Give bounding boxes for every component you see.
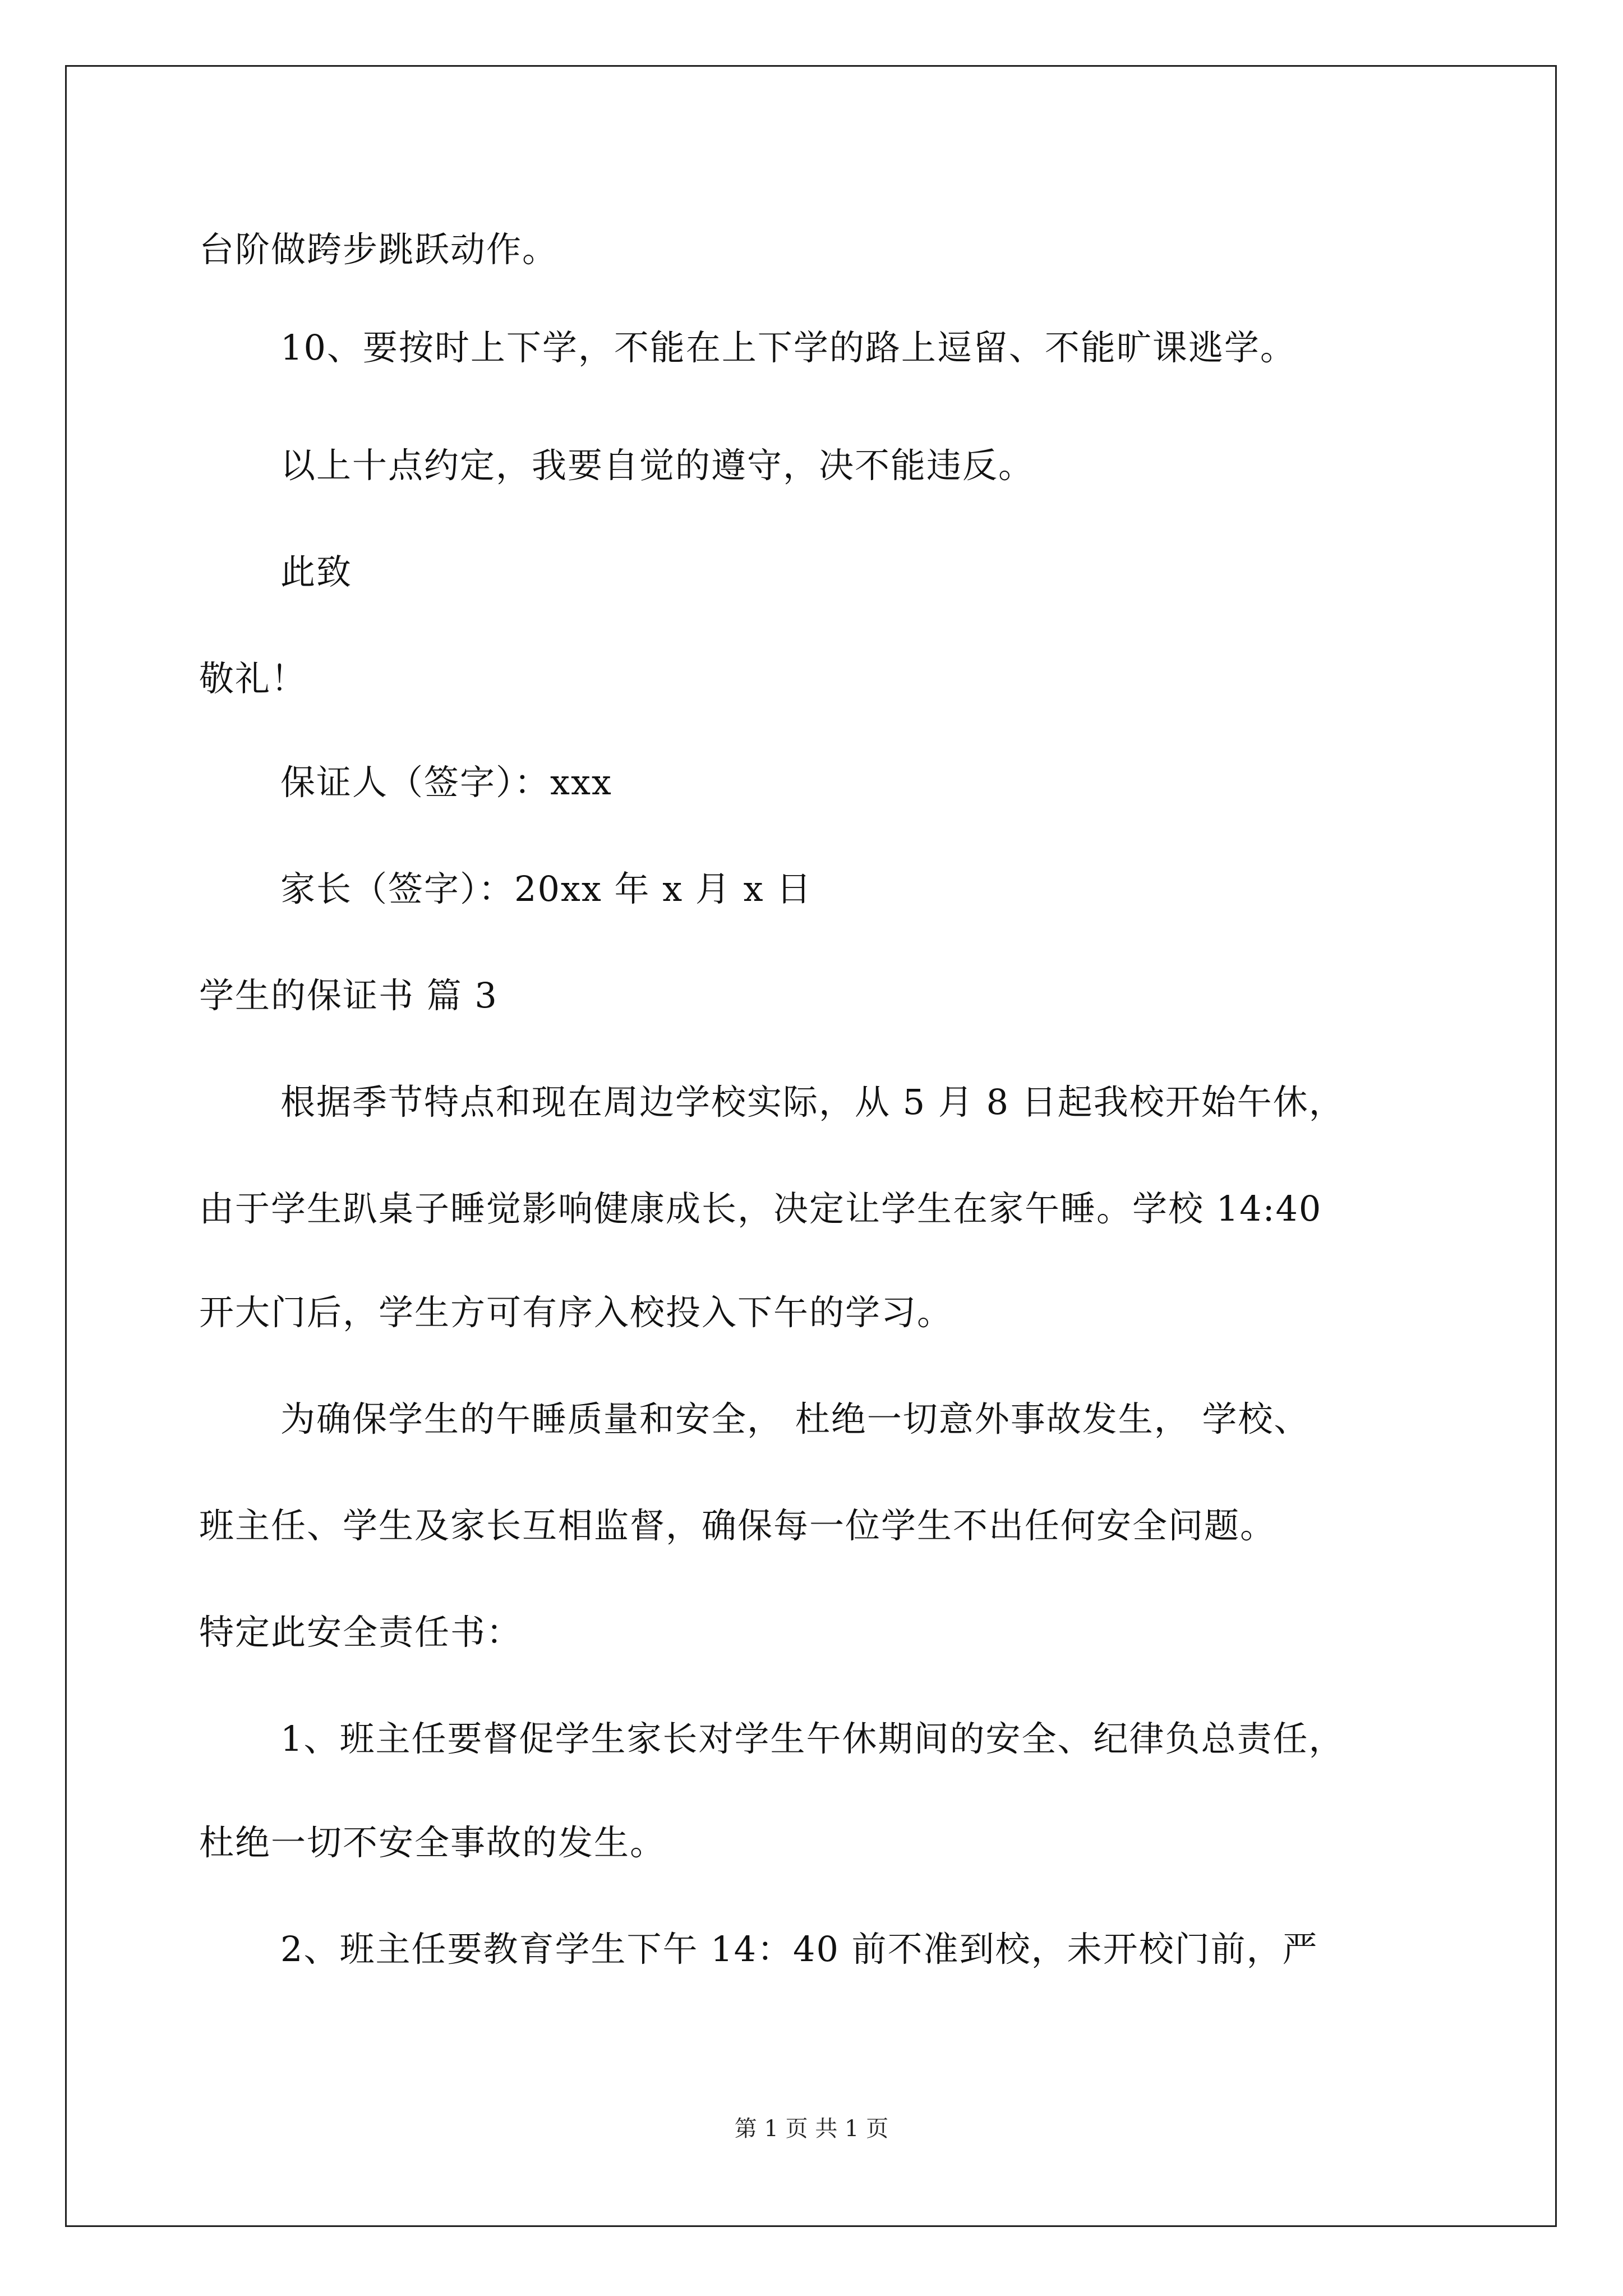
text-line: 此致 (280, 551, 353, 592)
page-number-footer: 第 1 页 共 1 页 (734, 2116, 889, 2142)
section-heading: 学生的保证书 篇 3 (199, 975, 498, 1016)
text-line: 特定此安全责任书： (199, 1612, 523, 1653)
page-border (65, 65, 1557, 2227)
text-line: 10、要按时上下学，不能在上下学的路上逗留、不能旷课逃学。 (280, 327, 1296, 368)
text-line: 由于学生趴桌子睡觉影响健康成长，决定让学生在家午睡。学校 14:40 (199, 1188, 1322, 1229)
text-line: 敬礼！ (199, 658, 307, 699)
text-line: 为确保学生的午睡质量和安全， 杜绝一切意外事故发生， 学校、 (280, 1398, 1310, 1439)
text-line: 以上十点约定，我要自觉的遵守，决不能违反。 (280, 445, 1035, 486)
text-line: 杜绝一切不安全事故的发生。 (199, 1822, 666, 1863)
text-line: 班主任、学生及家长互相监督，确保每一位学生不出任何安全问题。 (199, 1505, 1276, 1546)
text-line: 1、班主任要督促学生家长对学生午休期间的安全、纪律负总责任， (280, 1718, 1345, 1759)
text-line: 根据季节特点和现在周边学校实际，从 5 月 8 日起我校开始午休， (280, 1082, 1345, 1122)
text-line: 开大门后，学生方可有序入校投入下午的学习。 (199, 1292, 953, 1333)
text-line: 台阶做跨步跳跃动作。 (199, 229, 559, 270)
text-line: 2、班主任要教育学生下午 14：40 前不准到校，未开校门前，严 (280, 1929, 1318, 1970)
text-line: 保证人（签字）：xxx (280, 762, 612, 803)
text-line: 家长（签字）：20xx 年 x 月 x 日 (280, 868, 813, 909)
